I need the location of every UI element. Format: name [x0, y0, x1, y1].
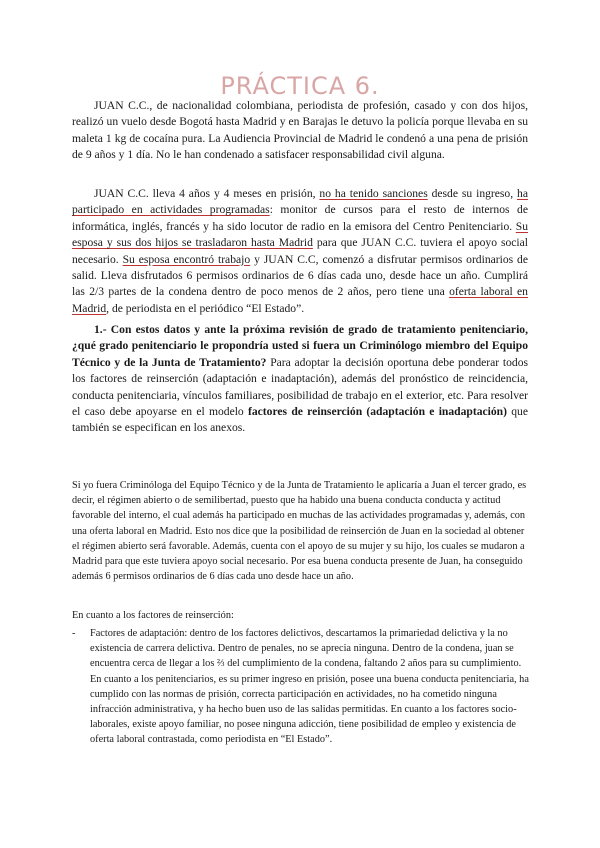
highlight-trabajo-esposa: Su esposa encontró trabajo	[122, 252, 251, 266]
case-paragraph-1	[72, 98, 528, 164]
highlight-oferta-laboral: oferta laboral en Madrid	[72, 285, 528, 315]
text-span: : monitor de cursos para el resto de internos de informática, inglés, francés y ha sido locutor de radio en la emisora del Centro Penitenciario.	[72, 203, 528, 233]
highlight-no-sanciones: no ha tenido sanciones	[319, 187, 428, 200]
text-span: para que JUAN C.C. tuviera el apoyo social necesario.	[72, 236, 528, 266]
text-span: que también se especifican en los anexos.	[72, 405, 529, 435]
answer-paragraph: Si yo fuera Criminóloga del Equipo Técnico y de la Junta de Tratamiento le aplicaría a Juan el tercer grado, es decir, el régimen abierto o de semilibertad, puesto que ha habido una buena conducta conducta y actitud favorable del interno, el cual además ha participado en muchas de las actividades programadas y, además, con una oferta laboral en Madrid. Esto nos dice que la posibilidad de reinserción de Juan en la sociedad al obtener el régimen abierto será favorable. Además, cuenta con el apoyo de su mujer y su hijo, los cuales se mudaron a Madrid para que este tuviera apoyo social necesario. Por esa buena conducta presente de Juan, ha conseguido además 6 permisos ordinarios de 6 días cada uno desde hace un año.	[72, 480, 527, 583]
question-paragraph	[72, 322, 528, 437]
text-span: desde su ingreso,	[427, 187, 518, 200]
highlight-familia: Su esposa y sus dos hijos se trasladaron hasta Madrid	[72, 219, 528, 250]
case-paragraph-2	[72, 186, 528, 317]
text-span: , de periodista en el periódico “El Estado”.	[106, 301, 305, 315]
text-span: y JUAN C.C, comenzó a disfrutar permisos ordinarios de salid. Lleva disfrutados 6 permisos ordinarios de 6 días cada uno, desde hace un año. Cumplirá las 2/3 partes de la condena dentro de poco menos de 2 años, pero tiene una	[72, 252, 528, 299]
model-emphasis: factores de reinserción (adaptación e inadaptación)	[248, 405, 507, 419]
bullet-dash: -	[72, 628, 76, 639]
answer-heading: En cuanto a los factores de reinserción:	[72, 610, 234, 621]
bullet-text: Factores de adaptación: dentro de los factores delictivos, descartamos la primariedad delictiva y la no existencia de carrera delictiva. Dentro de penales, no se aprecia ninguna. Dentro de la condena, juan se encuentra cerca de llegar a los ⅔ del cumplimiento de la condena, faltando 2 años para su cumplimiento. En cuanto a los penitenciarios, es su primer ingreso en prisión, posee una buena conducta penitenciaria, ha cumplido con las normas de prisión, correcta participación en actividades, no ha cometido ninguna infracción administrativa, y ha hecho buen uso de las salidas permitidas. En cuanto a los factores socio-laborales, existe apoyo familiar, no posee ninguna adicción, tiene posibilidad de empleo y existencia de oferta laboral contrastada, como periodista en “El Estado”.	[90, 628, 529, 746]
page-title: PRÁCTICA 6.	[220, 72, 380, 100]
case-text-1: JUAN C.C., de nacionalidad colombiana, periodista de profesión, casado y con dos hijos, realizó un vuelo desde Bogotá hasta Madrid y en Barajas le detuvo la policía porque llevaba en su maleta 1 kg de cocaína pura. La Audiencia Provincial de Madrid le condenó a una pena de prisión de 9 años y 1 día. No le han condenado a satisfacer responsabilidad civil alguna.	[72, 99, 528, 162]
list-item	[72, 626, 530, 748]
highlight-actividades: ha participado en actividades programadas	[72, 187, 528, 217]
instructions-text: Para adoptar la decisión oportuna debe ponderar todos los factores de reinserción (adaptación e inadaptación), además del pronóstico de reincidencia, conducta penitenciaria, vínculos familiares, posibilidad de trabajo en el exterior, etc. Para resolver el caso debe apoyarse en el modelo	[72, 355, 528, 419]
question-text: 1.- Con estos datos y ante la próxima revisión de grado de tratamiento penitenciario, ¿qué grado penitenciario le propondría usted si fuera un Criminólogo miembro del Equipo Técnico y de la Junta de Tratamiento?	[72, 323, 528, 369]
text-span: JUAN C.C. lleva 4 años y 4 meses en prisión,	[94, 187, 320, 200]
